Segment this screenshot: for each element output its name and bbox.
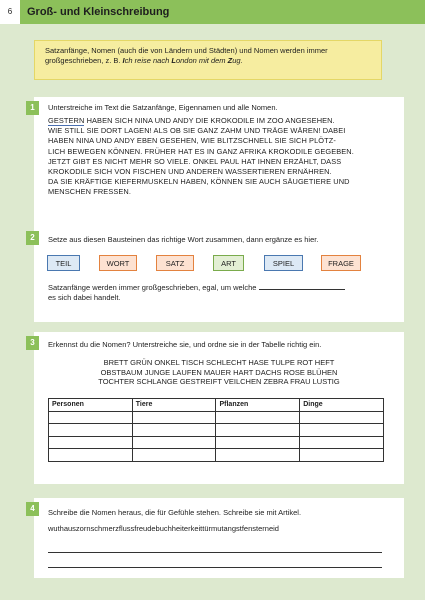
- task-number: 2: [26, 231, 39, 245]
- text-line: WIE STILL SIE DORT LAGEN! ALS OB SIE GANZ ZAHM UND TRÄGE WÄREN! DABEI: [48, 126, 346, 136]
- word-tile: SPIEL: [264, 255, 303, 271]
- task-number: 3: [26, 336, 39, 350]
- answer-cell[interactable]: [49, 424, 133, 437]
- word-tile: SATZ: [156, 255, 194, 271]
- task-instruction: Erkennst du die Nomen? Unterstreiche sie, und ordne sie in der Tabelle richtig ein.: [48, 340, 322, 349]
- answer-cell[interactable]: [216, 424, 300, 437]
- underlined-word: GESTERN: [48, 116, 85, 125]
- task-3-card: [30, 332, 404, 484]
- task-1-card: [30, 97, 404, 237]
- column-header: Pflanzen: [216, 399, 300, 412]
- table-row: [49, 449, 384, 462]
- column-header: Dinge: [300, 399, 384, 412]
- task-number: 4: [26, 502, 39, 516]
- word-tile: TEIL: [47, 255, 80, 271]
- task-4-card: [30, 498, 404, 578]
- answer-cell[interactable]: [132, 449, 216, 462]
- column-header: Personen: [49, 399, 133, 412]
- text-line: LICH BEWEGEN KÖNNEN. FRÜHER HAT ES IN GANZ AFRIKA KROKODILE GEGEBEN.: [48, 146, 354, 156]
- rule-line-1: Satzanfänge, Nomen (auch die von Ländern und Städten) und Nomen werden immer: [45, 46, 328, 55]
- answer-cell[interactable]: [216, 436, 300, 449]
- column-header: Tiere: [132, 399, 216, 412]
- text-line: JETZT GIBT ES NICHT MEHR SO VIELE. ONKEL PAUL HAT IHNEN ERZÄHLT, DASS: [48, 156, 342, 166]
- word-list: [34, 358, 404, 387]
- answer-cell[interactable]: [300, 411, 384, 424]
- task-instruction: Setze aus diesen Bausteinen das richtige Wort zusammen, dann ergänze es hier.: [48, 235, 319, 244]
- task-2-card: [30, 227, 404, 322]
- answer-cell[interactable]: [49, 411, 133, 424]
- word-line: BRETT GRÜN ONKEL TISCH SCHLECHT HASE TULPE ROT HEFT: [103, 358, 335, 367]
- task-number: 1: [26, 101, 39, 115]
- answer-line[interactable]: [48, 567, 382, 568]
- answer-cell[interactable]: [132, 411, 216, 424]
- table-row: [49, 424, 384, 437]
- page-number: 6: [0, 0, 20, 24]
- task-text: [48, 116, 398, 198]
- answer-cell[interactable]: [300, 449, 384, 462]
- answer-cell[interactable]: [216, 411, 300, 424]
- answer-cell[interactable]: [132, 436, 216, 449]
- task-instruction: Unterstreiche im Text die Satzanfänge, Eigennamen und alle Nomen.: [48, 103, 278, 112]
- text-line: KROKODILE SICH VON FISCHEN UND ANDEREN WASSERTIEREN ERNÄHREN.: [48, 167, 332, 177]
- answer-cell[interactable]: [300, 424, 384, 437]
- task-instruction: Schreibe die Nomen heraus, die für Gefühle stehen. Schreibe sie mit Artikel.: [48, 508, 302, 517]
- answer-cell[interactable]: [216, 449, 300, 462]
- rule-line-2: großgeschrieben, z. B. Ich reise nach London mit dem Zug.: [45, 56, 243, 65]
- answer-cell[interactable]: [49, 449, 133, 462]
- letter-snake: wuthauszornschmerzflussfreudebuchheiterkeittürmutangstfensterneid: [48, 524, 279, 533]
- word-tile: ART: [213, 255, 244, 271]
- answer-cell[interactable]: [132, 424, 216, 437]
- word-line: OBSTBAUM JUNGE LAUFEN MAUER HART DACHS ROSE BLÜHEN: [100, 367, 338, 377]
- word-tile: WORT: [99, 255, 137, 271]
- noun-table: [48, 398, 384, 462]
- page-title: Groß- und Kleinschreibung: [27, 6, 170, 18]
- table-header-row: [49, 399, 384, 412]
- word-line: TOCHTER SCHLANGE GESTREIFT VEILCHEN ZEBRA FRAU LUSTIG: [98, 377, 340, 386]
- answer-line[interactable]: [48, 552, 382, 553]
- answer-blank[interactable]: [259, 289, 345, 290]
- rule-box: [34, 40, 382, 80]
- fill-in-sentence: Satzanfänge werden immer großgeschrieben, egal, um welche es sich dabei handelt.: [48, 283, 388, 303]
- table-row: [49, 436, 384, 449]
- text-line: HABEN NINA UND ANDY EBEN GESEHEN, WIE BLITZSCHNELL SIE SICH PLÖTZ-: [48, 136, 336, 146]
- text-line: DA SIE KRÄFTIGE KIEFERMUSKELN HABEN, KÖNNEN SIE AUCH SÄUGETIERE UND: [48, 177, 350, 187]
- answer-cell[interactable]: [49, 436, 133, 449]
- text-line: MENSCHEN FRESSEN.: [48, 187, 132, 197]
- table-row: [49, 411, 384, 424]
- text-line: GESTERN HABEN SICH NINA UND ANDY DIE KROKODILE IM ZOO ANGESEHEN.: [48, 116, 335, 125]
- answer-cell[interactable]: [300, 436, 384, 449]
- word-tile: FRAGE: [321, 255, 361, 271]
- page-header: [0, 0, 425, 24]
